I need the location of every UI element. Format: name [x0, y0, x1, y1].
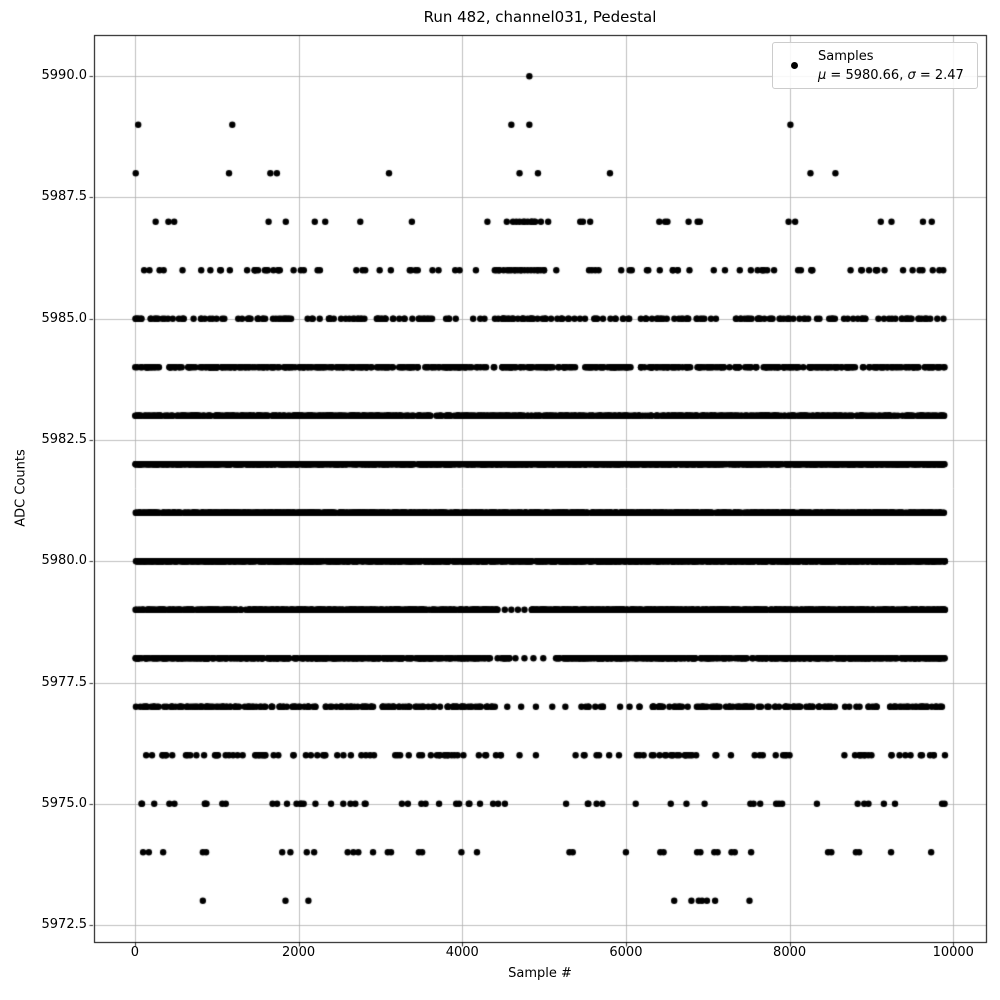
legend-box — [772, 42, 978, 89]
y-tick-label-5980.0: 5980.0 — [41, 553, 87, 569]
y-tick-label-5982.5: 5982.5 — [41, 431, 87, 447]
legend-sigma-value: = 2.47 — [915, 67, 964, 83]
y-tick-label-5972.5: 5972.5 — [41, 917, 87, 933]
y-tick-label-5977.5: 5977.5 — [41, 674, 87, 690]
x-tick-label-6000: 6000 — [609, 945, 643, 960]
y-tick-label-5990.0: 5990.0 — [41, 68, 87, 84]
x-tick-label-0: 0 — [130, 945, 140, 960]
x-tick-label-10000: 10000 — [932, 945, 974, 960]
x-tick-label-2000: 2000 — [282, 945, 316, 960]
legend-text — [818, 47, 964, 85]
legend-series-label: Samples — [818, 48, 874, 64]
y-tick-label-5985.0: 5985.0 — [41, 310, 87, 326]
legend-sigma-symbol: σ — [907, 67, 916, 83]
legend-mu-symbol: μ — [818, 67, 827, 83]
legend-mu-value: = 5980.66, — [826, 67, 908, 83]
y-tick-label-5987.5: 5987.5 — [41, 189, 87, 205]
chart-title: Run 482, channel031, Pedestal — [423, 8, 657, 26]
x-tick-label-4000: 4000 — [445, 945, 479, 960]
y-axis-label: ADC Counts — [13, 449, 29, 527]
x-axis-label: Sample # — [508, 966, 572, 981]
samples-dot-icon — [791, 62, 798, 69]
x-tick-label-8000: 8000 — [773, 945, 807, 960]
y-tick-label-5975.0: 5975.0 — [41, 795, 87, 811]
